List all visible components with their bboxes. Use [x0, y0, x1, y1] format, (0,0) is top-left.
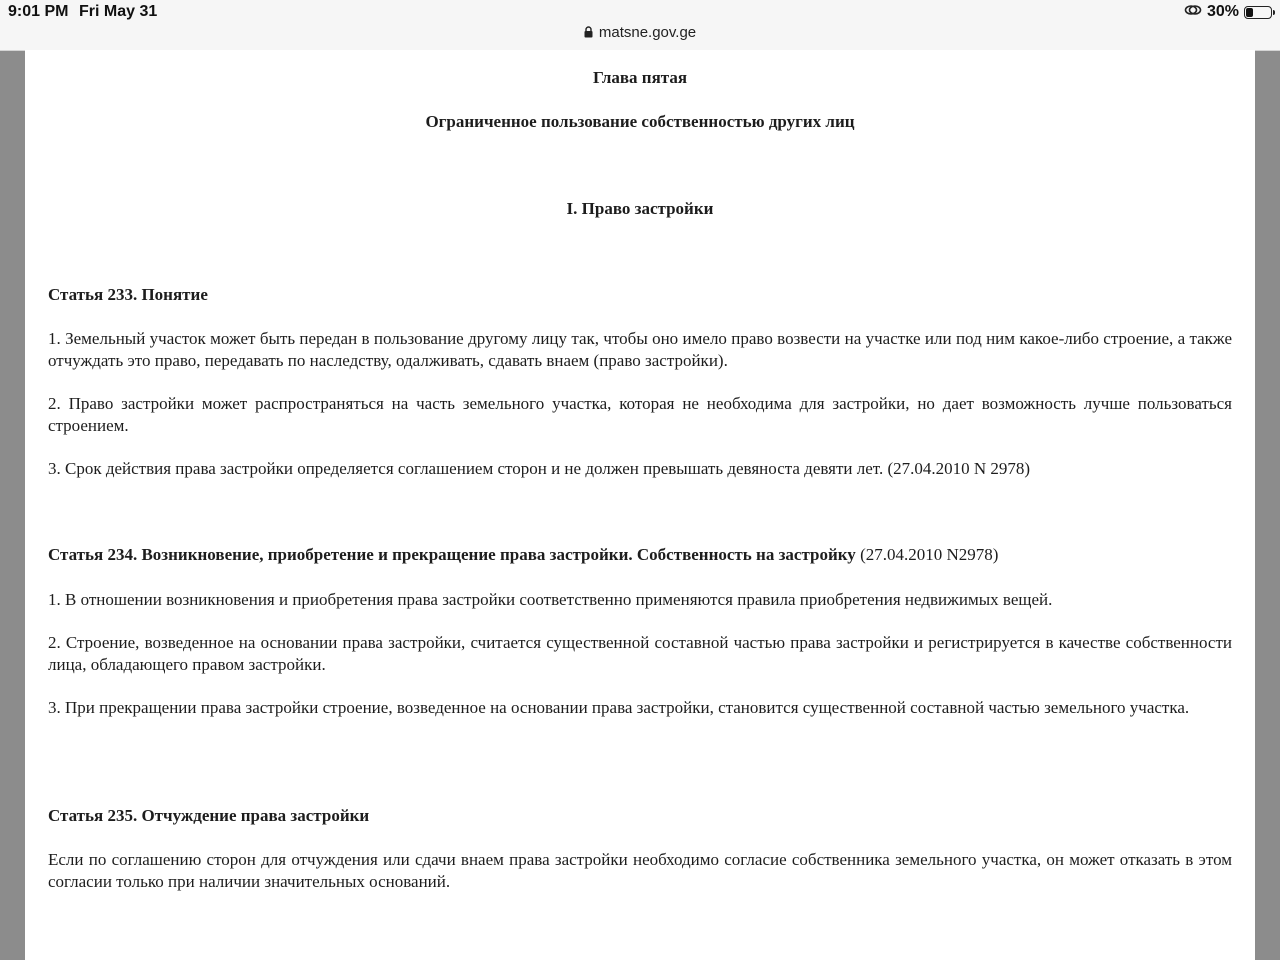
article-ref: (27.04.2010 N2978) [855, 545, 999, 564]
article-title-text: Статья 233. Понятие [48, 285, 208, 304]
section-heading: I. Право застройки [566, 199, 714, 218]
status-time: 9:01 PM [8, 3, 69, 20]
battery-percent: 30% [1206, 3, 1239, 20]
article-234-paragraph-1: 1. В отношении возникновения и приобретения права застройки соответственно применяются правила приобретения недвижимых вещей. [48, 590, 1053, 609]
status-date: Fri May 31 [79, 3, 158, 20]
article-title-text: Статья 234. Возникновение, приобретение и прекращение права застройки. Собственность на застройку [48, 545, 856, 564]
battery-icon [1244, 6, 1272, 19]
screen-mirroring-icon [1184, 3, 1202, 22]
status-bar [0, 0, 1280, 51]
article-233-title [48, 284, 1232, 306]
article-233-paragraph-2: 2. Право застройки может распространяться на часть земельного участка, которая не необходима для застройки, но дает возможность лучше пользоваться строением. [48, 394, 1232, 435]
article-234-paragraph-3: 3. При прекращении права застройки строение, возведенное на основании права застройки, становится существенной составной частью земельного участка. [48, 698, 1190, 717]
article-233-paragraph-1: 1. Земельный участок может быть передан в пользование другому лицу так, чтобы оно имело право возвести на участке или под ним какое-либо строение, а также отчуждать это право, передавать по наследству, одалживать, сдавать внаем (право застройки). [48, 329, 1232, 370]
article-234-title [48, 544, 1232, 566]
article-235-title [48, 805, 1232, 827]
battery-fill [1246, 8, 1253, 17]
article-title-text: Статья 235. Отчуждение права застройки [48, 806, 370, 825]
article-234-paragraph-2: 2. Строение, возведенное на основании права застройки, считается существенной составной частью права застройки и регистрируется в качестве собственности лица, обладающего правом застройки. [48, 633, 1232, 674]
chapter-heading: Глава пятая [592, 68, 688, 87]
url-text: matsne.gov.ge [598, 24, 697, 41]
address-bar[interactable] [0, 24, 1280, 42]
battery-cap [1273, 10, 1275, 15]
document-page [25, 50, 1255, 960]
chapter-title: Ограниченное пользование собственностью других лиц [425, 112, 855, 131]
article-235-paragraph-1: Если по соглашению сторон для отчуждения или сдачи внаем права застройки необходимо согласие собственника земельного участка, он может отказать в этом согласии только при наличии значительных оснований. [48, 850, 1232, 891]
status-right-group [1184, 2, 1272, 22]
lock-icon [584, 25, 593, 42]
article-233-paragraph-3: 3. Срок действия права застройки определяется соглашением сторон и не должен превышать девяноста девяти лет. (27.04.2010 N 2978) [48, 459, 1031, 478]
